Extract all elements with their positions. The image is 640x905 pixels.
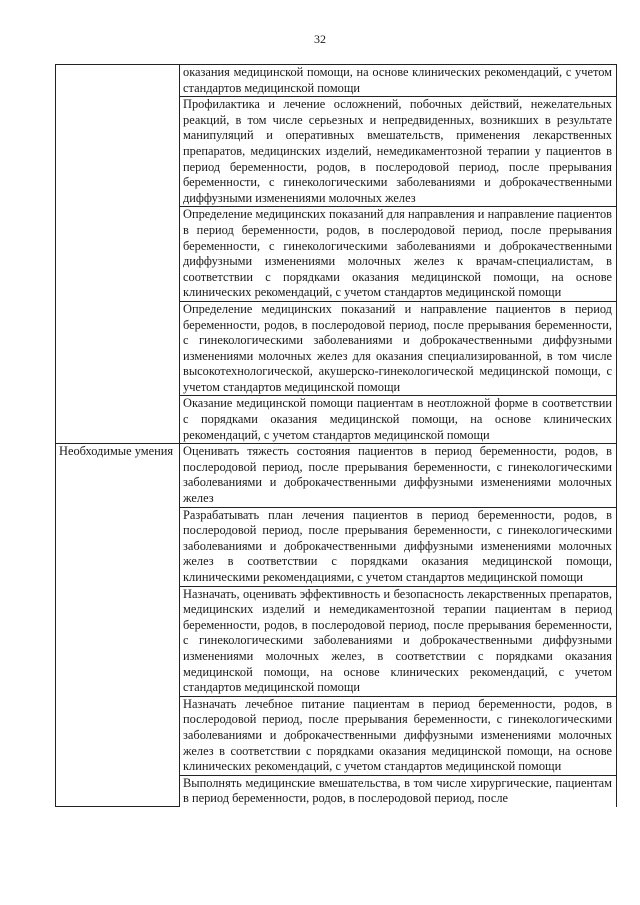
cell-text: оказания медицинской помощи, на основе клинических рекомендаций, с учетом стандартов медицинской помощи bbox=[183, 65, 612, 95]
cell-text: Назначать лечебное питание пациентам в период беременности, родов, в послеродовой период, после прерывания беременности, с гинекологическими заболеваниями и доброкачественными диффузными изменениями молочных желез в соответствии с порядками оказания медицинской помощи, на основе клинических рекомендаций, с учетом стандартов медицинской помощи bbox=[183, 696, 612, 774]
cell-text: Оказание медицинской помощи пациентам в неотложной форме в соответствии с порядками оказания медицинской помощи, на основе клинических рекомендаций, с учетом стандартов медицинской помощи bbox=[183, 396, 612, 442]
right-cell bbox=[180, 97, 617, 207]
right-cell bbox=[180, 65, 617, 97]
cell-text: Назначать, оценивать эффективность и безопасность лекарственных препаратов, медицинских изделий и немедикаментозной терапии пациентам в период беременности, родов, в послеродовой период, после прерывания беременности, с гинекологическими заболеваниями и доброкачественными диффузными изменениями молочных желез, в соответствии с порядками оказания медицинской помощи, на основе клинических рекомендаций, с учетом стандартов медицинской помощи bbox=[183, 586, 612, 695]
left-cell bbox=[56, 65, 180, 444]
right-cell bbox=[180, 696, 617, 775]
right-cell bbox=[180, 396, 617, 444]
page-number: 32 bbox=[314, 32, 326, 46]
right-cell bbox=[180, 301, 617, 396]
cell-text: Выполнять медицинские вмешательства, в том числе хирургические, пациентам в период беременности, родов, в послеродовой период, после bbox=[183, 775, 612, 806]
section-label-text: Необходимые умения bbox=[59, 444, 174, 459]
table-row bbox=[56, 65, 617, 97]
competency-table bbox=[55, 64, 617, 807]
right-cell bbox=[180, 586, 617, 696]
right-cell bbox=[180, 444, 617, 507]
table-row bbox=[56, 444, 617, 507]
right-cell bbox=[180, 775, 617, 807]
section-label bbox=[56, 444, 180, 807]
right-cell bbox=[180, 507, 617, 586]
cell-text: Определение медицинских показаний для направления и направление пациентов в период беременности, родов, в послеродовой период, после прерывания беременности, с гинекологическими заболеваниями и доброкачественными диффузными изменениями молочных желез к врачам-специалистам, в соответствии с порядками оказания медицинской помощи, на основе клинических рекомендаций, с учетом стандартов медицинской помощи bbox=[183, 207, 612, 300]
cell-text: Разрабатывать план лечения пациентов в период беременности, родов, в послеродовой период, после прерывания беременности, с гинекологическими заболеваниями и доброкачественными диффузными изменениями молочных желез в соответствии с порядками оказания медицинской помощи, клиническими рекомендациями, с учетом стандартов медицинской помощи bbox=[183, 507, 612, 584]
cell-text: Профилактика и лечение осложнений, побочных действий, нежелательных реакций, в том числе серьезных и непредвиденных, возникших в результате манипуляций и оперативных вмешательств, применения лекарственных препаратов, медицинских изделий, немедикаментозной терапии у пациентов в период беременности, родов, в послеродовой период, после прерывания беременности, с гинекологическими заболеваниями и доброкачественными диффузными изменениями молочных желез bbox=[183, 97, 612, 205]
cell-text: Оценивать тяжесть состояния пациентов в период беременности, родов, в послеродовой период, после прерывания беременности, с гинекологическими заболеваниями и доброкачественными диффузными изменениями молочных желез bbox=[183, 444, 612, 506]
right-cell bbox=[180, 207, 617, 302]
cell-text: Определение медицинских показаний и направление пациентов в период беременности, родов, в послеродовой период, после прерывания беременности, с гинекологическими заболеваниями и доброкачественными диффузными изменениями молочных желез для оказания специализированной, в том числе высокотехнологической, акушерско-гинекологической медицинской помощи, с учетом стандартов медицинской помощи bbox=[183, 301, 612, 394]
